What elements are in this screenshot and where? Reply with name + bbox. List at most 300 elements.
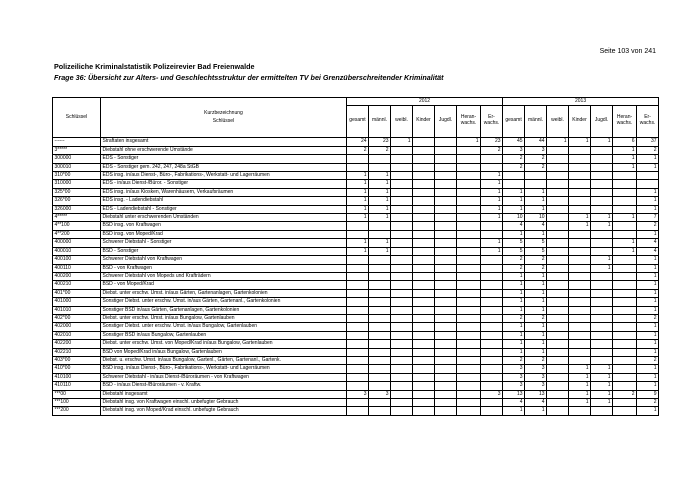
value-cell-2013 xyxy=(525,172,547,180)
value-cell-2012 xyxy=(391,340,413,348)
value-cell-2012 xyxy=(481,272,503,280)
value-cell-2012 xyxy=(413,373,435,381)
value-cell-2012 xyxy=(413,197,435,205)
value-cell-2013: 1 xyxy=(637,163,659,171)
value-cell-2013 xyxy=(613,382,637,390)
value-cell-2012: 1 xyxy=(481,180,503,188)
value-cell-2013: 2 xyxy=(637,314,659,322)
table-row xyxy=(53,163,659,171)
value-cell-2012 xyxy=(457,205,481,213)
column-header-2013: weibl. xyxy=(547,106,569,138)
value-cell-2012 xyxy=(391,373,413,381)
value-cell-2013: 9 xyxy=(637,390,659,398)
value-cell-2012: 1 xyxy=(481,188,503,196)
value-cell-2012 xyxy=(457,382,481,390)
value-cell-2013: 4 xyxy=(525,222,547,230)
value-cell-2013: 1 xyxy=(569,365,591,373)
value-cell-2013: 1 xyxy=(525,340,547,348)
value-cell-2012 xyxy=(391,180,413,188)
value-cell-2012 xyxy=(369,281,391,289)
value-cell-2012 xyxy=(347,230,369,238)
row-description: EDS insg. - Ladendiebstahl xyxy=(101,197,347,205)
value-cell-2012 xyxy=(347,281,369,289)
table-row xyxy=(53,298,659,306)
value-cell-2013: 1 xyxy=(637,323,659,331)
value-cell-2013 xyxy=(547,155,569,163)
value-cell-2013: 4 xyxy=(637,247,659,255)
value-cell-2012 xyxy=(369,365,391,373)
table-row xyxy=(53,180,659,188)
row-description: Sonstiger BSD in/aus Gärten, Gartenanlagen, Gartenkolonien xyxy=(101,306,347,314)
column-header-2013: Kinder xyxy=(569,106,591,138)
row-key: 401000 xyxy=(53,298,101,306)
value-cell-2013 xyxy=(547,365,569,373)
value-cell-2013: 45 xyxy=(503,138,525,146)
value-cell-2012 xyxy=(391,331,413,339)
value-cell-2013: 1 xyxy=(525,205,547,213)
value-cell-2012 xyxy=(435,399,457,407)
value-cell-2012 xyxy=(481,222,503,230)
row-description: BSD - Sonstiger xyxy=(101,247,347,255)
value-cell-2012: 1 xyxy=(481,214,503,222)
value-cell-2013: 1 xyxy=(569,399,591,407)
value-cell-2013: 1 xyxy=(525,323,547,331)
value-cell-2012 xyxy=(391,188,413,196)
value-cell-2012: 1 xyxy=(457,138,481,146)
value-cell-2012 xyxy=(347,373,369,381)
value-cell-2013 xyxy=(591,180,613,188)
value-cell-2013: 1 xyxy=(525,298,547,306)
value-cell-2012: 1 xyxy=(481,197,503,205)
value-cell-2013 xyxy=(547,323,569,331)
value-cell-2012 xyxy=(435,155,457,163)
value-cell-2012 xyxy=(413,205,435,213)
value-cell-2012 xyxy=(413,348,435,356)
row-key: 402*00 xyxy=(53,314,101,322)
value-cell-2013: 10 xyxy=(503,214,525,222)
value-cell-2012: 1 xyxy=(347,205,369,213)
value-cell-2013 xyxy=(547,197,569,205)
row-description: Diebstahl insg. von Moped/Krad einschl. unbefugte Gebrauch xyxy=(101,407,347,415)
value-cell-2013 xyxy=(569,264,591,272)
description-header-line1: Kurzbezeichnung xyxy=(204,110,243,117)
value-cell-2012 xyxy=(435,172,457,180)
value-cell-2012: 1 xyxy=(347,180,369,188)
value-cell-2013: 1 xyxy=(637,205,659,213)
value-cell-2012 xyxy=(413,331,435,339)
value-cell-2013 xyxy=(547,289,569,297)
value-cell-2012 xyxy=(457,188,481,196)
value-cell-2013: 1 xyxy=(525,348,547,356)
value-cell-2012 xyxy=(435,298,457,306)
value-cell-2013: 2 xyxy=(525,314,547,322)
value-cell-2013 xyxy=(613,272,637,280)
value-cell-2012 xyxy=(435,365,457,373)
value-cell-2012: 2 xyxy=(347,146,369,154)
value-cell-2013: 1 xyxy=(637,365,659,373)
value-cell-2013: 1 xyxy=(591,365,613,373)
value-cell-2013: 1 xyxy=(525,281,547,289)
row-description: BSD insg. von Moped/Krad xyxy=(101,230,347,238)
column-header-2012: Er- wachs. xyxy=(481,106,503,138)
row-description: Diebstahl insgesamt xyxy=(101,390,347,398)
column-header-2012: Kinder xyxy=(413,106,435,138)
row-key: 4***** xyxy=(53,214,101,222)
value-cell-2012 xyxy=(413,382,435,390)
row-key: 401010 xyxy=(53,306,101,314)
row-description: Sonstiger Diebst. unter erschw. Umst. in/aus Bungalow, Gartenlauben xyxy=(101,323,347,331)
row-description: EDS - in/aus Dienst-/Büror. - Sonstiger xyxy=(101,180,347,188)
value-cell-2012 xyxy=(369,314,391,322)
value-cell-2013 xyxy=(591,197,613,205)
value-cell-2012 xyxy=(347,289,369,297)
row-key: ------ xyxy=(53,138,101,146)
value-cell-2012 xyxy=(347,356,369,364)
value-cell-2013: 1 xyxy=(525,306,547,314)
value-cell-2013: 2 xyxy=(525,356,547,364)
value-cell-2013 xyxy=(591,306,613,314)
value-cell-2013: 13 xyxy=(503,390,525,398)
value-cell-2013 xyxy=(569,298,591,306)
table-row xyxy=(53,323,659,331)
value-cell-2012 xyxy=(481,306,503,314)
value-cell-2012 xyxy=(347,256,369,264)
value-cell-2013: 1 xyxy=(591,382,613,390)
value-cell-2013: 3 xyxy=(525,365,547,373)
value-cell-2012: 3 xyxy=(481,390,503,398)
value-cell-2013: 1 xyxy=(525,272,547,280)
value-cell-2013 xyxy=(547,264,569,272)
value-cell-2012 xyxy=(457,323,481,331)
value-cell-2013 xyxy=(613,331,637,339)
value-cell-2013 xyxy=(547,356,569,364)
value-cell-2013 xyxy=(591,205,613,213)
value-cell-2013 xyxy=(569,205,591,213)
value-cell-2012: 1 xyxy=(369,239,391,247)
value-cell-2013 xyxy=(591,188,613,196)
value-cell-2013 xyxy=(569,289,591,297)
value-cell-2013: 1 xyxy=(503,289,525,297)
value-cell-2012 xyxy=(347,399,369,407)
value-cell-2013 xyxy=(547,214,569,222)
value-cell-2012 xyxy=(481,373,503,381)
value-cell-2012 xyxy=(435,188,457,196)
row-key: 402210 xyxy=(53,348,101,356)
value-cell-2013 xyxy=(591,247,613,255)
value-cell-2013 xyxy=(547,390,569,398)
value-cell-2013: 2 xyxy=(637,356,659,364)
value-cell-2013 xyxy=(591,356,613,364)
row-description: Schwerer Diebstahl von Mopeds und Krafträdern xyxy=(101,272,347,280)
value-cell-2013: 1 xyxy=(569,390,591,398)
value-cell-2012 xyxy=(457,272,481,280)
value-cell-2012 xyxy=(435,180,457,188)
row-key: ***100 xyxy=(53,399,101,407)
value-cell-2012 xyxy=(481,264,503,272)
value-cell-2012 xyxy=(347,348,369,356)
value-cell-2012 xyxy=(347,365,369,373)
value-cell-2013 xyxy=(547,348,569,356)
value-cell-2013: 4 xyxy=(525,399,547,407)
value-cell-2012 xyxy=(347,222,369,230)
value-cell-2013 xyxy=(613,172,637,180)
table-row xyxy=(53,399,659,407)
value-cell-2012 xyxy=(435,239,457,247)
value-cell-2012 xyxy=(481,281,503,289)
value-cell-2013: 2 xyxy=(503,264,525,272)
value-cell-2013: 1 xyxy=(525,289,547,297)
value-cell-2013: 1 xyxy=(637,256,659,264)
row-description: EDS - Sonstiger xyxy=(101,155,347,163)
value-cell-2012 xyxy=(481,155,503,163)
table-row xyxy=(53,348,659,356)
value-cell-2012 xyxy=(369,298,391,306)
value-cell-2013: 2 xyxy=(525,264,547,272)
row-description: EDS insg. in/aus Kiosken, Warenhäusern, Verkaufsräumen xyxy=(101,188,347,196)
value-cell-2013: 5 xyxy=(525,239,547,247)
value-cell-2012 xyxy=(391,272,413,280)
table-row xyxy=(53,146,659,154)
value-cell-2012 xyxy=(413,230,435,238)
value-cell-2012 xyxy=(391,390,413,398)
value-cell-2012: 1 xyxy=(347,214,369,222)
value-cell-2013: 4 xyxy=(637,239,659,247)
value-cell-2012 xyxy=(435,407,457,415)
value-cell-2012 xyxy=(457,264,481,272)
value-cell-2012 xyxy=(347,331,369,339)
value-cell-2013 xyxy=(613,256,637,264)
value-cell-2012 xyxy=(457,256,481,264)
value-cell-2012 xyxy=(435,281,457,289)
value-cell-2013 xyxy=(591,146,613,154)
value-cell-2012 xyxy=(413,390,435,398)
value-cell-2012: 1 xyxy=(369,197,391,205)
value-cell-2012: 1 xyxy=(481,172,503,180)
column-header-2013: Jugdl. xyxy=(591,106,613,138)
value-cell-2012 xyxy=(435,373,457,381)
value-cell-2012 xyxy=(457,180,481,188)
value-cell-2012: 1 xyxy=(369,188,391,196)
table-row xyxy=(53,264,659,272)
row-key: 400110 xyxy=(53,264,101,272)
value-cell-2013: 2 xyxy=(503,256,525,264)
value-cell-2012 xyxy=(369,323,391,331)
value-cell-2012 xyxy=(391,298,413,306)
value-cell-2013 xyxy=(613,399,637,407)
row-key: 410100 xyxy=(53,373,101,381)
value-cell-2013: 2 xyxy=(613,390,637,398)
value-cell-2013: 1 xyxy=(503,197,525,205)
value-cell-2013 xyxy=(613,348,637,356)
value-cell-2012 xyxy=(435,230,457,238)
value-cell-2012: 1 xyxy=(481,205,503,213)
value-cell-2013 xyxy=(569,155,591,163)
row-description: Schwerer Diebstahl von Kraftwagen xyxy=(101,256,347,264)
value-cell-2012 xyxy=(457,340,481,348)
value-cell-2013 xyxy=(547,407,569,415)
value-cell-2012 xyxy=(435,264,457,272)
value-cell-2013: 1 xyxy=(637,188,659,196)
row-key: 402000 xyxy=(53,323,101,331)
column-header-2012: gesamt xyxy=(347,106,369,138)
table-row xyxy=(53,172,659,180)
value-cell-2012 xyxy=(369,272,391,280)
value-cell-2013 xyxy=(613,289,637,297)
value-cell-2012 xyxy=(413,365,435,373)
value-cell-2013: 1 xyxy=(591,390,613,398)
value-cell-2013 xyxy=(569,256,591,264)
value-cell-2012 xyxy=(457,163,481,171)
value-cell-2012: 1 xyxy=(369,214,391,222)
row-key: 4**100 xyxy=(53,222,101,230)
value-cell-2012 xyxy=(413,222,435,230)
statistics-table xyxy=(52,97,659,416)
value-cell-2012 xyxy=(391,239,413,247)
value-cell-2012 xyxy=(369,222,391,230)
value-cell-2013: 1 xyxy=(613,247,637,255)
value-cell-2013: 10 xyxy=(525,214,547,222)
row-description: Diebst. unter erschw. Umst. in/aus Bungalow, Gartenlauben xyxy=(101,314,347,322)
row-key: 300000 xyxy=(53,155,101,163)
row-description: EDS - Sonstiger gem. 242, 247, 248a StGB xyxy=(101,163,347,171)
value-cell-2012 xyxy=(435,340,457,348)
value-cell-2013: 1 xyxy=(591,264,613,272)
value-cell-2013: 4 xyxy=(503,399,525,407)
value-cell-2013: 2 xyxy=(525,256,547,264)
value-cell-2012 xyxy=(457,314,481,322)
value-cell-2013: 1 xyxy=(503,306,525,314)
value-cell-2012 xyxy=(413,323,435,331)
value-cell-2012 xyxy=(347,272,369,280)
row-description: Diebst. unter erschw. Umst. in/aus Gärten, Gartenanlagen, Gartenkolonien xyxy=(101,289,347,297)
row-description: BSD von Moped/Krad in/aus Bungalow, Gartenlauben xyxy=(101,348,347,356)
value-cell-2013: 1 xyxy=(637,155,659,163)
value-cell-2013 xyxy=(569,180,591,188)
row-key: 3***** xyxy=(53,146,101,154)
value-cell-2012 xyxy=(391,289,413,297)
page-number: Seite 103 von 241 xyxy=(599,48,656,55)
value-cell-2013: 44 xyxy=(525,138,547,146)
value-cell-2013 xyxy=(569,172,591,180)
value-cell-2013: 1 xyxy=(591,256,613,264)
value-cell-2012 xyxy=(481,256,503,264)
value-cell-2012 xyxy=(435,306,457,314)
value-cell-2012 xyxy=(435,256,457,264)
table-row xyxy=(53,356,659,364)
value-cell-2013: 1 xyxy=(637,272,659,280)
value-cell-2012 xyxy=(435,331,457,339)
value-cell-2013 xyxy=(613,205,637,213)
value-cell-2012 xyxy=(369,348,391,356)
value-cell-2013 xyxy=(591,155,613,163)
value-cell-2012: 2 xyxy=(481,146,503,154)
value-cell-2013 xyxy=(613,407,637,415)
value-cell-2013 xyxy=(569,239,591,247)
table-row xyxy=(53,222,659,230)
value-cell-2012 xyxy=(457,155,481,163)
row-key: 403*00 xyxy=(53,356,101,364)
value-cell-2013 xyxy=(547,281,569,289)
value-cell-2012 xyxy=(481,289,503,297)
value-cell-2013 xyxy=(613,281,637,289)
value-cell-2012 xyxy=(369,356,391,364)
value-cell-2013 xyxy=(547,222,569,230)
value-cell-2013: 3 xyxy=(525,373,547,381)
value-cell-2013: 1 xyxy=(613,146,637,154)
column-header-2012: weibl. xyxy=(391,106,413,138)
value-cell-2013 xyxy=(569,356,591,364)
value-cell-2013 xyxy=(613,264,637,272)
value-cell-2012 xyxy=(481,230,503,238)
value-cell-2013: 37 xyxy=(637,138,659,146)
row-key: 400010 xyxy=(53,247,101,255)
value-cell-2012 xyxy=(413,407,435,415)
value-cell-2012 xyxy=(457,222,481,230)
value-cell-2013: 1 xyxy=(637,348,659,356)
table-row xyxy=(53,289,659,297)
table-row xyxy=(53,306,659,314)
value-cell-2013 xyxy=(613,298,637,306)
value-cell-2012 xyxy=(413,146,435,154)
value-cell-2013 xyxy=(547,188,569,196)
value-cell-2012 xyxy=(347,163,369,171)
row-key: 400210 xyxy=(53,281,101,289)
value-cell-2013 xyxy=(569,323,591,331)
value-cell-2012 xyxy=(347,264,369,272)
value-cell-2012: 1 xyxy=(369,205,391,213)
row-key: 402200 xyxy=(53,340,101,348)
value-cell-2012: 3 xyxy=(347,390,369,398)
value-cell-2012 xyxy=(413,138,435,146)
value-cell-2013 xyxy=(591,407,613,415)
value-cell-2013 xyxy=(569,348,591,356)
value-cell-2012 xyxy=(413,289,435,297)
row-key: 410110 xyxy=(53,382,101,390)
value-cell-2012 xyxy=(481,365,503,373)
value-cell-2012 xyxy=(435,247,457,255)
table-row xyxy=(53,382,659,390)
value-cell-2013 xyxy=(591,289,613,297)
value-cell-2012: 23 xyxy=(369,138,391,146)
column-header-2012: Heran- wachs. xyxy=(457,106,481,138)
table-body xyxy=(53,138,659,415)
value-cell-2013 xyxy=(591,230,613,238)
value-cell-2012 xyxy=(413,180,435,188)
value-cell-2013 xyxy=(547,146,569,154)
table-row xyxy=(53,390,659,398)
value-cell-2013: 3 xyxy=(525,146,547,154)
value-cell-2013: 2 xyxy=(525,155,547,163)
value-cell-2013: 1 xyxy=(637,306,659,314)
row-key: 326000 xyxy=(53,205,101,213)
value-cell-2012 xyxy=(369,399,391,407)
value-cell-2013 xyxy=(591,281,613,289)
value-cell-2012 xyxy=(481,314,503,322)
value-cell-2013 xyxy=(591,272,613,280)
value-cell-2013: 1 xyxy=(613,214,637,222)
value-cell-2012 xyxy=(413,272,435,280)
value-cell-2013 xyxy=(547,399,569,407)
value-cell-2012 xyxy=(457,172,481,180)
table-row xyxy=(53,365,659,373)
value-cell-2013 xyxy=(569,407,591,415)
row-description: Diebstahl insg. von Kraftwagen einschl. unbefugter Gebrauch xyxy=(101,399,347,407)
value-cell-2013: 3 xyxy=(525,382,547,390)
value-cell-2013 xyxy=(547,373,569,381)
value-cell-2013 xyxy=(613,356,637,364)
value-cell-2012 xyxy=(481,323,503,331)
value-cell-2012 xyxy=(457,306,481,314)
